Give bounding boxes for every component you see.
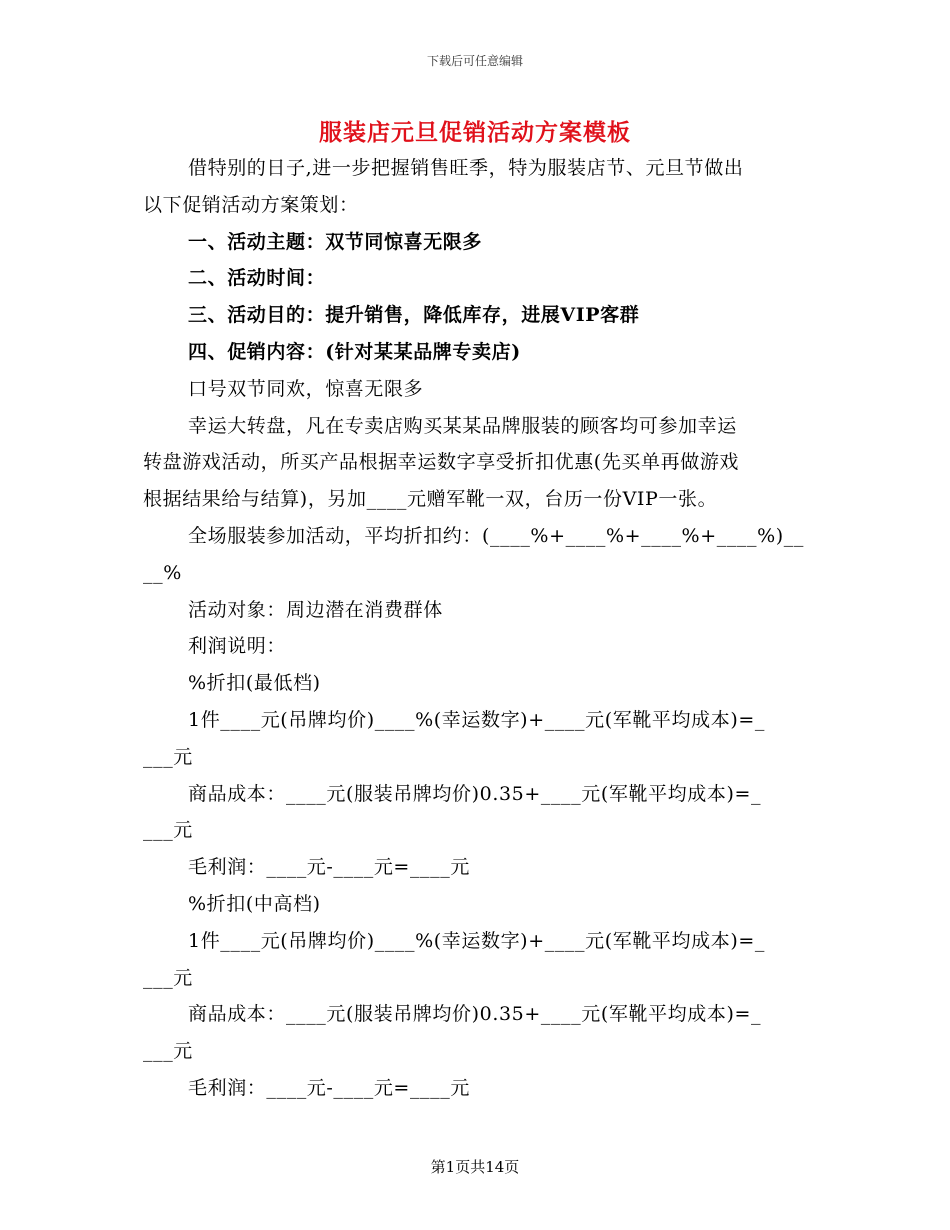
section-heading: 四、促销内容：(针对某某品牌专卖店) xyxy=(188,340,521,363)
paragraph-line: 根据结果给与结算)，另加____元赠军靴一双，台历一份VIP一张。 xyxy=(143,488,718,511)
paragraph-line: 转盘游戏活动，所买产品根据幸运数字享受折扣优惠(先买单再做游戏 xyxy=(143,451,740,474)
header-note: 下载后可任意编辑 xyxy=(426,54,523,68)
paragraph-line: 以下促销活动方案策划： xyxy=(143,193,359,216)
paragraph-line: %折扣(最低档) xyxy=(188,672,321,695)
page-footer: 第1页共14页 xyxy=(430,1158,520,1176)
paragraph-line: ___元 xyxy=(143,745,193,768)
document-title: 服装店元旦促销活动方案模板 xyxy=(319,119,631,146)
section-heading: 一、活动主题：双节同惊喜无限多 xyxy=(188,230,483,253)
paragraph-line: 1件____元(吊牌均价)____%(幸运数字)+____元(军靴平均成本)=_ xyxy=(188,929,765,952)
paragraph-line: 借特别的日子,进一步把握销售旺季，特为服装店节、元旦节做出 xyxy=(188,157,744,179)
paragraph-line: 幸运大转盘，凡在专卖店购买某某品牌服装的顾客均可参加幸运 xyxy=(188,414,737,437)
section-heading: 二、活动时间： xyxy=(188,267,326,290)
document-body xyxy=(143,150,815,1107)
paragraph-line: %折扣(中高档) xyxy=(188,892,321,915)
paragraph-line: 全场服装参加活动，平均折扣约：(____%+____%+____%+____%)__ xyxy=(188,524,805,547)
paragraph-line: 口号双节同欢，惊喜无限多 xyxy=(188,377,424,400)
paragraph-line: __% xyxy=(143,561,182,584)
paragraph-line: 毛利润：____元-____元=____元 xyxy=(188,856,470,879)
paragraph-line: 毛利润：____元-____元=____元 xyxy=(188,1076,470,1099)
paragraph-line: 1件____元(吊牌均价)____%(幸运数字)+____元(军靴平均成本)=_ xyxy=(188,708,765,731)
paragraph-line: 活动对象：周边潜在消费群体 xyxy=(188,598,443,621)
paragraph-line: ___元 xyxy=(143,819,193,842)
paragraph-line: ___元 xyxy=(143,966,193,989)
paragraph-line: 商品成本：____元(服装吊牌均价)0.35+____元(军靴平均成本)=_ xyxy=(188,1003,762,1026)
paragraph-line: 利润说明： xyxy=(188,635,287,658)
section-heading: 三、活动目的：提升销售，降低库存，进展VIP客群 xyxy=(188,304,640,327)
paragraph-line: 商品成本：____元(服装吊牌均价)0.35+____元(军靴平均成本)=_ xyxy=(188,782,762,805)
paragraph-line: ___元 xyxy=(143,1040,193,1063)
